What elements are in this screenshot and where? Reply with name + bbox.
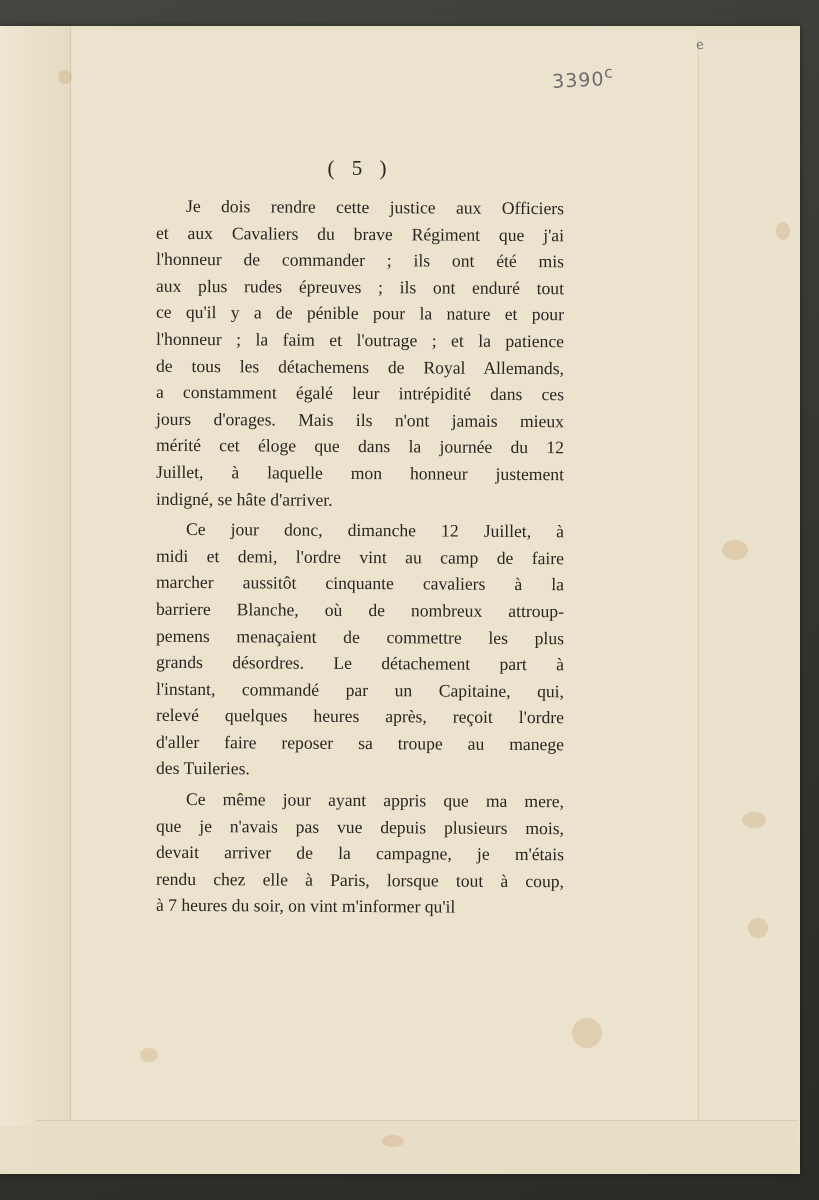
text-line: des Tuileries. <box>155 758 250 779</box>
page-number: ( 5 ) <box>327 156 393 180</box>
catalog-superscript: c <box>603 62 615 82</box>
text-line: de tous les détachemens de Royal Allemands, <box>155 355 565 378</box>
text-line: rendu chez elle à Paris, lorsque tout à coup, <box>155 868 565 892</box>
body-text <box>156 194 564 920</box>
bottom-page-edge <box>36 1120 798 1173</box>
text-line: jours d'orages. Mais ils n'ont jamais mieux <box>155 408 565 431</box>
text-line: Ce même jour ayant appris que ma mere, <box>185 788 565 812</box>
text-line: a constamment égalé leur intrépidité dans ces <box>155 381 565 405</box>
corner-pencil-mark: e <box>694 37 706 54</box>
text-line: et aux Cavaliers du brave Régiment que j'ai <box>155 222 565 245</box>
foxing-spot <box>742 812 766 828</box>
foxing-spot <box>572 1018 602 1048</box>
text-line: Je dois rendre cette justice aux Officiers <box>185 195 565 219</box>
paragraph <box>156 194 564 513</box>
text-line: ce qu'il y a de pénible pour la nature et pour <box>155 302 565 325</box>
text-line: aux plus rudes épreuves ; ils ont enduré tout <box>155 275 565 299</box>
text-line: l'honneur de commander ; ils ont été mis <box>155 248 565 272</box>
text-line: à 7 heures du soir, on vint m'informer qu'il <box>155 895 456 918</box>
text-line: relevé quelques heures après, reçoit l'ordre <box>155 705 565 728</box>
catalog-pencil-mark <box>551 62 614 93</box>
foxing-spot <box>776 222 790 240</box>
text-line: marcher aussitôt cinquante cavaliers à la <box>155 572 565 595</box>
text-line: l'honneur ; la faim et l'outrage ; et la patience <box>155 328 565 352</box>
text-line: devait arriver de la campagne, je m'étais <box>155 842 565 865</box>
text-line: l'instant, commandé par un Capitaine, qui, <box>155 678 565 701</box>
foxing-spot <box>58 70 72 84</box>
foxing-spot <box>748 918 768 938</box>
catalog-number: 3390 <box>551 68 606 93</box>
foxing-spot <box>140 1048 158 1062</box>
text-line: Ce jour donc, dimanche 12 Juillet, à <box>185 519 565 542</box>
right-page-edge <box>698 40 799 1145</box>
paragraph <box>156 787 564 920</box>
text-line: midi et demi, l'ordre vint au camp de faire <box>155 545 565 568</box>
text-line: grands désordres. Le détachement part à <box>155 651 565 675</box>
left-page-edge <box>0 26 71 1126</box>
foxing-spot <box>382 1135 404 1147</box>
text-line: mérité cet éloge que dans la journée du 12 <box>155 435 565 458</box>
text-line: Juillet, à laquelle mon honneur justement <box>155 461 565 485</box>
text-line: que je n'avais pas vue depuis plusieurs mois, <box>155 815 565 838</box>
text-line: pemens menaçaient de commettre les plus <box>155 625 565 648</box>
foxing-spot <box>722 540 748 560</box>
text-line: d'aller faire reposer sa troupe au manege <box>155 731 565 755</box>
text-line: indigné, se hâte d'arriver. <box>155 488 333 510</box>
text-line: barriere Blanche, où de nombreux attroup- <box>155 598 565 622</box>
paragraph <box>156 517 564 783</box>
